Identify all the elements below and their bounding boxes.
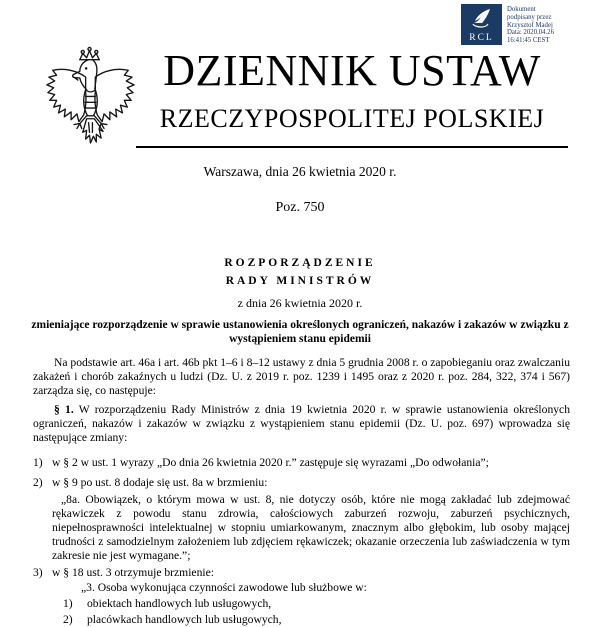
journal-title: DZIENNIK USTAW	[163, 46, 541, 95]
stamp-text-line: podpisany przez	[507, 13, 552, 21]
stamp-text-line: 16:41:45 CEST	[507, 37, 550, 45]
document-body	[33, 356, 570, 627]
act-heading	[0, 257, 600, 309]
rcl-logo-text: RCL	[469, 33, 494, 43]
dateline: Warszawa, dnia 26 kwietnia 2020 r.	[203, 164, 397, 179]
list-item-number: 2)	[33, 476, 43, 489]
signature-stamp	[461, 4, 554, 45]
list-item-number: 1)	[33, 456, 43, 469]
act-subject: zmieniające rozporządzenie w sprawie ustanowienia określonych ograniczeń, nakazów i zakazów w związku z wystąpieniem stanu epidemii	[31, 319, 569, 345]
paragraph-1	[33, 403, 570, 445]
sub-list-item-text: placówkach handlowych lub usługowych,	[87, 613, 282, 626]
quill-icon	[470, 8, 492, 28]
position-number: Poz. 750	[275, 200, 325, 215]
sub-list-item	[63, 597, 570, 611]
quoted-provision-3-intro: „3. Osoba wykonująca czynności zawodowe lub służbowe w:	[81, 581, 367, 594]
stamp-text-line: Krzysztof Madej	[507, 21, 553, 29]
rcl-logo	[461, 4, 502, 45]
masthead-titles	[136, 44, 568, 148]
quoted-provision-8a: „8a. Obowiązek, o którym mowa w ust. 8, nie dotyczy osób, które nie mogą zakładać lub zdejmować rękawiczek z powodu stanu zdrowia, całościowych zaburzeń rozwoju, zaburzeń psychicznych, niepełnosprawności intelektualnej w stopniu umiarkowanym, znacznym albo głębokim, lub osoby mającej trudności z samodzielnym założeniem lub zdjęciem rękawiczek; okazanie orzeczenia lub zaświadczenia w tym zakresie nie jest wymagane.”;	[52, 493, 570, 562]
sub-list-item	[63, 613, 570, 627]
stamp-text-line: Dokument	[507, 6, 536, 13]
list-item	[33, 566, 570, 580]
act-date-line: z dnia 26 kwietnia 2020 r.	[237, 296, 363, 310]
paragraph-1-text: W rozporządzeniu Rady Ministrów z dnia 19 kwietnia 2020 r. w sprawie ustanowienia określonych ograniczeń, nakazów i zakazów w związku z wystąpieniem stanu epidemii (Dz. U. poz. 697) wprowadza się następujące zmiany:	[33, 403, 570, 444]
paragraph-1-label: § 1.	[54, 403, 74, 416]
list-item-text: w § 2 w ust. 1 wyrazy „Do dnia 26 kwietnia 2020 r.” zastępuje się wyrazami „Do odwołania”;	[52, 456, 489, 469]
sub-list-item-text: obiektach handlowych lub usługowych,	[87, 597, 272, 610]
list-item-number: 3)	[33, 566, 43, 579]
preamble-paragraph: Na podstawie art. 46a i art. 46b pkt 1–6 i 8–12 ustawy z dnia 5 grudnia 2008 r. o zapobieganiu oraz zwalczaniu zakażeń i chorób zakaźnych u ludzi (Dz. U. z 2019 r. poz. 1239 i 1495 oraz z 2020 r. poz. 284, 322, 374 i 567) zarządza się, co następuje:	[33, 356, 570, 397]
list-item	[33, 456, 570, 470]
list-item-text: w § 18 ust. 3 otrzymuje brzmienie:	[52, 566, 214, 579]
journal-subtitle: RZECZYPOSPOLITEJ POLSKIEJ	[159, 104, 545, 133]
stamp-text	[507, 4, 554, 45]
polish-eagle-emblem-icon	[44, 44, 136, 148]
sub-list-item-number: 2)	[63, 613, 73, 626]
stamp-text-line: Data: 2020.04.26	[507, 29, 555, 37]
act-type-line2: RADY MINISTRÓW	[225, 275, 375, 287]
list-item	[33, 476, 570, 490]
list-item-text: w § 9 po ust. 8 dodaje się ust. 8a w brzmieniu:	[52, 476, 268, 489]
act-type-line1: ROZPORZĄDZENIE	[224, 257, 376, 269]
sub-list-item-number: 1)	[63, 597, 73, 610]
masthead	[44, 44, 568, 148]
